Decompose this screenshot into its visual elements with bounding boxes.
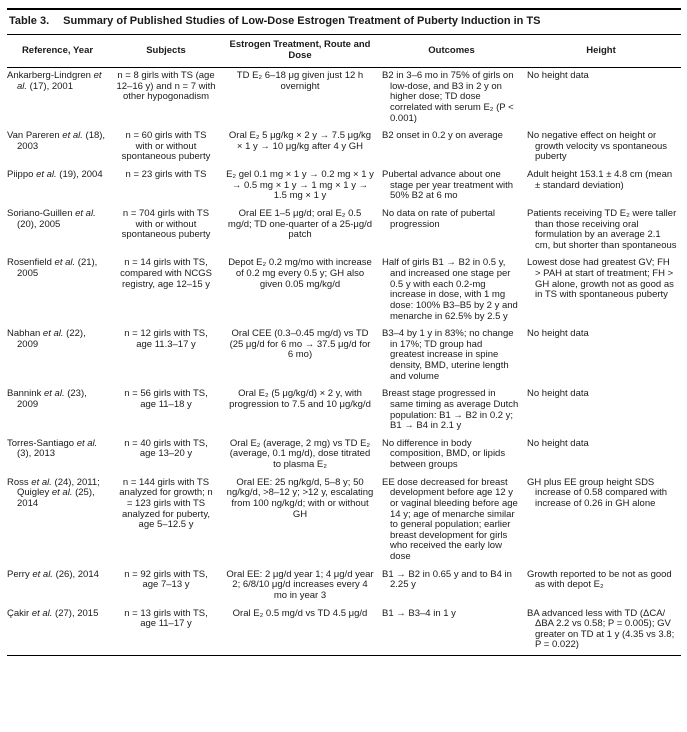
reference-segment: et al. [31,607,53,619]
outcomes-cell: No data on rate of pubertal progression [382,207,496,230]
outcomes-cell: B1 → B3–4 in 1 y [382,607,456,619]
outcomes-cell: Breast stage progressed in same timing as average Dutch population: B1 → B2 in 0.2 y; B1 → B4 in 2.1 y [382,388,519,432]
height-cell: No height data [527,328,589,340]
reference-segment: (22), 2009 [17,328,86,350]
reference-segment: Bannink [7,388,44,400]
studies-table [7,35,681,656]
reference-cell [7,206,114,256]
estrogen-cell: E₂ gel 0.1 mg × 1 y → 0.2 mg × 1 y → 0.5 mg × 1 y → 1 mg × 1 y → 1.5 mg × 1 y [226,169,374,202]
study-row [7,206,681,256]
reference-segment: et al. [51,487,73,499]
estrogen-cell: Depot E₂ 0.2 mg/mo with increase of 0.2 mg every 0.5 y; GH also given 0.05 mg/kg/d [228,257,372,290]
reference-segment: Ross [7,476,32,488]
study-row [7,167,681,206]
outcomes-cell: Half of girls B1 → B2 in 0.5 y, and increased one stage per 0.5 y with each 0.2-mg increase in dose, with 1 mg dose: 100% B3–B5 by 2 y and menarche in 62.5% by 2.5 y [382,257,518,322]
outcomes-cell: B1 → B2 in 0.65 y and to B4 in 2.25 y [382,568,512,591]
estrogen-cell: Oral CEE (0.3–0.45 mg/d) vs TD (25 μg/d for 6 mo → 37.5 μg/d for 6 mo) [229,328,371,361]
outcomes-cell: EE dose decreased for breast development before age 12 y or vaginal bleeding before age 14 y; age of menarche similar to general population; earlier breast development for girls who received the early low dose [382,476,518,563]
reference-cell [7,436,114,475]
reference-segment: Ankarberg-Lindgren [7,70,94,82]
outcomes-cell: Pubertal advance about one stage per year treatment with 50% B2 at 6 mo [382,169,514,202]
table-caption [7,8,681,35]
reference-segment: (17), 2001 [27,80,73,92]
height-cell: Adult height 153.1 ± 4.8 cm (mean ± standard deviation) [527,169,673,191]
height-cell: No height data [527,437,589,449]
reference-cell [7,326,114,386]
table-header [7,35,681,67]
outcomes-cell: No difference in body composition, BMD, or lipids between groups [382,437,506,471]
column-header-2: Subjects [114,35,224,67]
subjects-cell: n = 56 girls with TS, age 11–18 y [124,388,208,410]
study-row [7,68,681,129]
subjects-cell: n = 12 girls with TS, age 11.3–17 y [124,328,208,350]
reference-segment: Piippo [7,169,37,181]
height-cell: Patients receiving TD E₂ were taller than those receiving oral formulation by an average 2.1 cm, but shorter than spontaneous [527,207,677,251]
height-cell: Growth reported to be not as good as with depot E₂ [527,568,672,591]
reference-segment: (3), 2013 [17,448,56,460]
estrogen-cell: Oral E₂ (5 μg/kg/d) × 2 y, with progression to 7.5 and 10 μg/kg/d [229,388,371,410]
reference-segment: Perry [7,568,33,580]
reference-segment: et al. [76,437,98,449]
estrogen-cell: Oral EE: 25 ng/kg/d, 5–8 y; 50 ng/kg/d, >8–12 y; >12 y, escalating from 100 ng/kg/d; with or without GH [226,476,374,520]
study-row [7,386,681,436]
outcomes-cell: B2 in 3–6 mo in 75% of girls on low-dose, and B3 in 2 y on higher dose; TD dose correlated with serum E₂ (P < 0.001) [382,70,514,124]
estrogen-cell: Oral E₂ (average, 2 mg) vs TD E₂ (average, 0.1 mg/d), dose titrated to plasma E₂ [229,437,371,471]
column-header-5: Height [527,35,681,67]
reference-segment: (21), 2005 [17,257,98,280]
table-body [7,68,681,656]
reference-cell [7,128,114,167]
outcomes-cell: B3–4 by 1 y in 83%; no change in 17%; TD group had greatest increase in spine density, BMD, uterine length and volume [382,328,514,382]
reference-segment: Rosenfield [7,257,55,269]
reference-segment: et al. [32,568,53,580]
estrogen-cell: TD E₂ 6–18 μg given just 12 h overnight [236,70,364,92]
height-cell: GH plus EE group height SDS increase of 0.58 compared with increase of 0.26 in GH alone [527,476,668,509]
study-row [7,567,681,606]
reference-segment: Çakir [7,607,32,619]
column-header-4: Outcomes [382,35,527,67]
reference-cell [7,386,114,436]
study-row [7,475,681,567]
reference-segment: (27), 2015 [52,607,99,619]
height-cell: No negative effect on height or growth velocity vs spontaneous puberty [527,130,668,163]
subjects-cell: n = 704 girls with TS with or without spontaneous puberty [121,207,211,241]
reference-segment: (24), 2011; Quigley [17,476,100,499]
reference-segment: Van Pareren [7,130,63,142]
subjects-cell: n = 23 girls with TS [125,169,207,181]
reference-cell [7,167,114,206]
subjects-cell: n = 8 girls with TS (age 12–16 y) and n = 7 with other hypogonadism [116,70,216,103]
estrogen-cell: Oral E₂ 5 μg/kg × 2 y → 7.5 μg/kg × 1 y → 10 μg/kg after 4 y GH [228,130,372,152]
reference-segment: (19), 2004 [56,169,103,181]
estrogen-cell: Oral E₂ 0.5 mg/d vs TD 4.5 μg/d [232,607,368,619]
reference-segment: et al. [75,207,96,219]
reference-segment: (18), 2003 [17,130,106,152]
table-title: Summary of Published Studies of Low-Dose Estrogen Treatment of Puberty Induction in TS [63,15,541,27]
reference-segment: (25), 2014 [17,487,95,509]
reference-segment: et al. [31,476,52,488]
estrogen-cell: Oral EE: 2 μg/d year 1; 4 μg/d year 2; 6/8/10 μg/d increases every 4 mo in year 3 [226,568,374,601]
height-cell: No height data [527,70,589,82]
study-row [7,255,681,326]
height-cell: No height data [527,388,589,400]
height-cell: Lowest dose had greatest GV; FH > PAH at start of treatment; FH > GH alone, growth not as good as in TS with spontaneous puberty [527,257,674,301]
table-label: Table 3. [9,15,50,27]
reference-segment: Nabhan [7,328,43,340]
height-cell: BA advanced less with TD (ΔCA/ΔBA 2.2 vs 0.58; P = 0.005); GV greater on TD at 1 y (4.35 vs 3.8; P = 0.022) [527,607,675,651]
subjects-cell: n = 144 girls with TS analyzed for growth; n = 123 girls with TS analyzed for puberty, age 5–12.5 y [119,476,213,531]
reference-cell [7,68,114,129]
reference-segment: et al. [62,130,83,142]
reference-segment: Soriano-Guillen [7,207,76,219]
outcomes-cell: B2 onset in 0.2 y on average [382,130,503,142]
reference-segment: et al. [17,70,102,92]
reference-segment: et al. [54,257,76,269]
column-header-3: Estrogen Treatment, Route and Dose [224,35,382,67]
reference-segment: et al. [43,388,65,400]
reference-segment: et al. [42,328,64,340]
reference-segment: Torres-Santiago [7,437,77,449]
subjects-cell: n = 13 girls with TS, age 11–17 y [124,607,208,630]
subjects-cell: n = 14 girls with TS, compared with NCGS registry, age 12–15 y [120,257,212,290]
study-row [7,326,681,386]
subjects-cell: n = 92 girls with TS, age 7–13 y [124,568,208,591]
reference-segment: (26), 2014 [52,568,99,580]
reference-segment: (23), 2009 [17,388,87,410]
reference-segment: et al. [36,169,57,181]
estrogen-cell: Oral EE 1–5 μg/d; oral E₂ 0.5 mg/d; TD one-quarter of a 25-μg/d patch [227,207,373,241]
reference-cell [7,255,114,326]
study-row [7,128,681,167]
subjects-cell: n = 60 girls with TS with or without spontaneous puberty [121,130,211,163]
reference-cell [7,606,114,656]
reference-cell [7,567,114,606]
column-header-1: Reference, Year [7,35,114,67]
reference-segment: (20), 2005 [17,218,61,230]
subjects-cell: n = 40 girls with TS, age 13–20 y [124,437,208,460]
study-row [7,436,681,475]
study-row [7,606,681,656]
table-header-row [7,35,681,67]
reference-cell [7,475,114,567]
